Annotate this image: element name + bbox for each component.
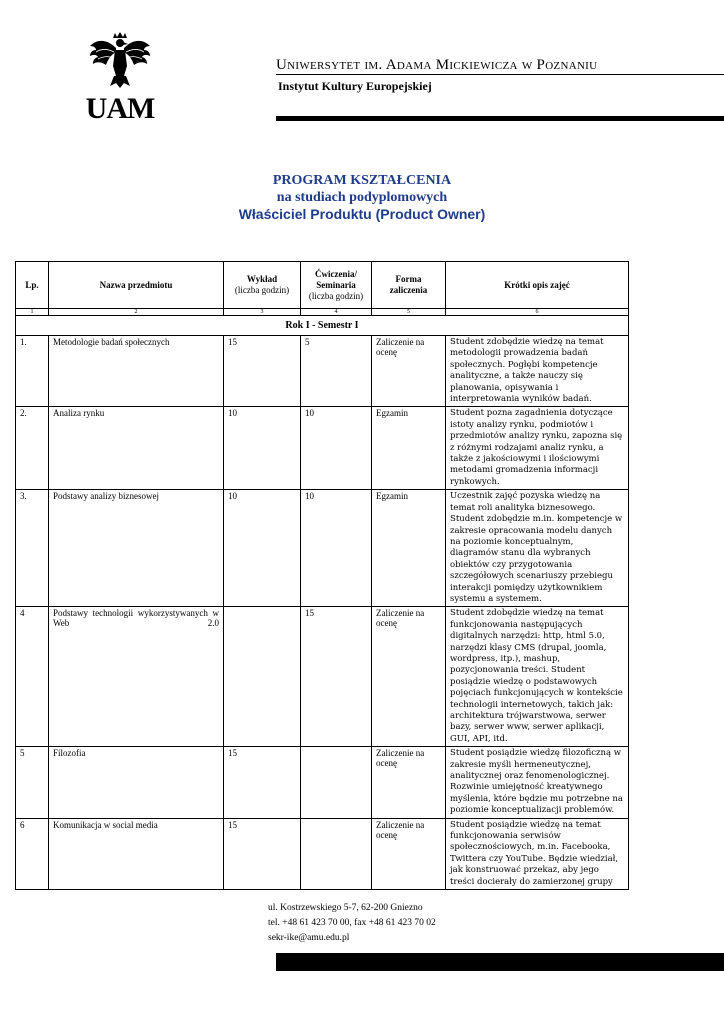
header-exercises-label: Ćwiczenia/ Seminaria — [315, 268, 357, 290]
row-name: Komunikacja w social media — [49, 818, 224, 889]
row-lp: 3. — [16, 490, 49, 607]
footer-phone: tel. +48 61 423 70 00, fax +48 61 423 70 02 — [268, 918, 436, 928]
table-row — [16, 607, 629, 747]
row-lp: 4 — [16, 607, 49, 747]
table-header-row — [16, 262, 629, 309]
column-number-row — [16, 309, 629, 316]
table-row — [16, 747, 629, 818]
row-exercises: 5 — [301, 336, 372, 407]
row-form: Zaliczenie na ocenę — [372, 818, 446, 889]
row-desc: Student zdobędzie wiedzę na temat funkcjonowania następujących digitalnych narzędzi: http, html 5.0, narzędzi klasy CMS (drupal, joomla, wordpress, itp.), mashup, pozycjonowania treści. Student posiądzie wiedzę o podstawowych pojęciach funkcjonujących w kontekście technologii internetowych, takich jak: architektura trójwarstwowa, serwer bazy, serwer www, serwer aplikacji, GUI, API, itd. — [446, 607, 629, 747]
row-exercises: 10 — [301, 407, 372, 490]
row-lecture: 15 — [224, 818, 301, 889]
column-number: 4 — [301, 309, 372, 316]
row-name: Analiza rynku — [49, 407, 224, 490]
row-exercises — [301, 747, 372, 818]
table-row — [16, 336, 629, 407]
row-desc: Uczestnik zajęć pozyska wiedzę na temat roli analityka biznesowego. Student zdobędzie m.in. kompetencje w zakresie opracowania modelu danych na poziomie konceptualnym, diagramów stanu dla wybranych obiektów czy przygotowania szczegółowych scenariuszy przebiegu interakcji pomiędzy użytkownikiem systemu a systemem. — [446, 490, 629, 607]
header-lecture — [224, 262, 301, 309]
program-name: Właściciel Produktu (Product Owner) — [238, 206, 486, 222]
row-form: Zaliczenie na ocenę — [372, 607, 446, 747]
table-row — [16, 818, 629, 889]
uam-logo-text: UAM — [85, 92, 155, 124]
university-name: Uniwersytet im. Adama Mickiewicza w Poznaniu — [276, 57, 598, 73]
header-exercises — [301, 262, 372, 309]
row-lecture: 15 — [224, 747, 301, 818]
row-name: Metodologie badań społecznych — [49, 336, 224, 407]
header-lecture-sub: (liczba godzin) — [234, 285, 290, 295]
footer-email: sekr-ike@amu.edu.pl — [268, 933, 350, 943]
row-lecture — [224, 607, 301, 747]
row-lp: 2. — [16, 407, 49, 490]
column-number: 3 — [224, 309, 301, 316]
program-subtitle: na studiach podyplomowych — [276, 190, 448, 205]
uam-eagle-logo — [84, 32, 156, 124]
header-desc: Krótki opis zajęć — [446, 262, 629, 309]
column-number: 5 — [372, 309, 446, 316]
row-lp: 5 — [16, 747, 49, 818]
column-number: 1 — [16, 309, 49, 316]
row-exercises: 10 — [301, 490, 372, 607]
header-exercises-sub: (liczba godzin) — [308, 290, 364, 301]
row-exercises: 15 — [301, 607, 372, 747]
header-rule — [276, 74, 724, 75]
row-name: Filozofia — [49, 747, 224, 818]
header-lecture-label: Wykład — [246, 274, 278, 284]
table-row — [16, 407, 629, 490]
row-form: Zaliczenie na ocenę — [372, 747, 446, 818]
row-desc: Student pozna zagadnienia dotyczące istoty analizy rynku, podmiotów i przedmiotów analizy rynku, zapozna się z różnymi rodzajami analiz rynku, a także z jakościowymi i ilościowymi metodami gromadzenia informacji rynkowych. — [446, 407, 629, 490]
row-lp: 1. — [16, 336, 49, 407]
row-form: Zaliczenie na ocenę — [372, 336, 446, 407]
header-bar — [276, 116, 724, 121]
table-row — [16, 490, 629, 607]
semester-row — [16, 316, 629, 336]
row-form: Egzamin — [372, 490, 446, 607]
program-title: PROGRAM KSZTAŁCENIA — [272, 173, 452, 188]
semester-label: Rok I - Semestr I — [16, 316, 629, 336]
row-exercises — [301, 818, 372, 889]
header-name: Nazwa przedmiotu — [49, 262, 224, 309]
institute-name: Instytut Kultury Europejskiej — [278, 79, 432, 93]
column-number: 2 — [49, 309, 224, 316]
row-desc: Student posiądzie wiedzę na temat funkcjonowania serwisów społecznościowych, m.in. Facebooka, Twittera czy YouTube. Będzie wiedział, jak konstruować przekaz, aby jego treści docierały do zamierzonej grupy — [446, 818, 629, 889]
header-form: Forma zaliczenia — [372, 262, 446, 309]
row-name: Podstawy technologii wykorzystywanych w Web 2.0 — [49, 607, 224, 747]
curriculum-table — [15, 261, 629, 890]
row-form: Egzamin — [372, 407, 446, 490]
footer-bar — [276, 953, 724, 971]
header-lp: Lp. — [16, 262, 49, 309]
row-lecture: 15 — [224, 336, 301, 407]
row-desc: Student zdobędzie wiedzę na temat metodologii prowadzenia badań społecznych. Pogłębi kompetencje analityczne, a także nauczy się planowania, opisywania i interpretowania wyników badań. — [446, 336, 629, 407]
row-lecture: 10 — [224, 407, 301, 490]
column-number: 6 — [446, 309, 629, 316]
footer-address: ul. Kostrzewskiego 5-7, 62-200 Gniezno — [268, 903, 423, 913]
row-name: Podstawy analizy biznesowej — [49, 490, 224, 607]
row-lp: 6 — [16, 818, 49, 889]
row-desc: Student posiądzie wiedzę filozoficzną w zakresie myśli hermeneutycznej, analitycznej oraz fenomenologicznej. Rozwinie umiejętność kreatywnego myślenia, które będzie mu potrzebne na poziomie konceptualizacji problemów. — [446, 747, 629, 818]
row-lecture: 10 — [224, 490, 301, 607]
